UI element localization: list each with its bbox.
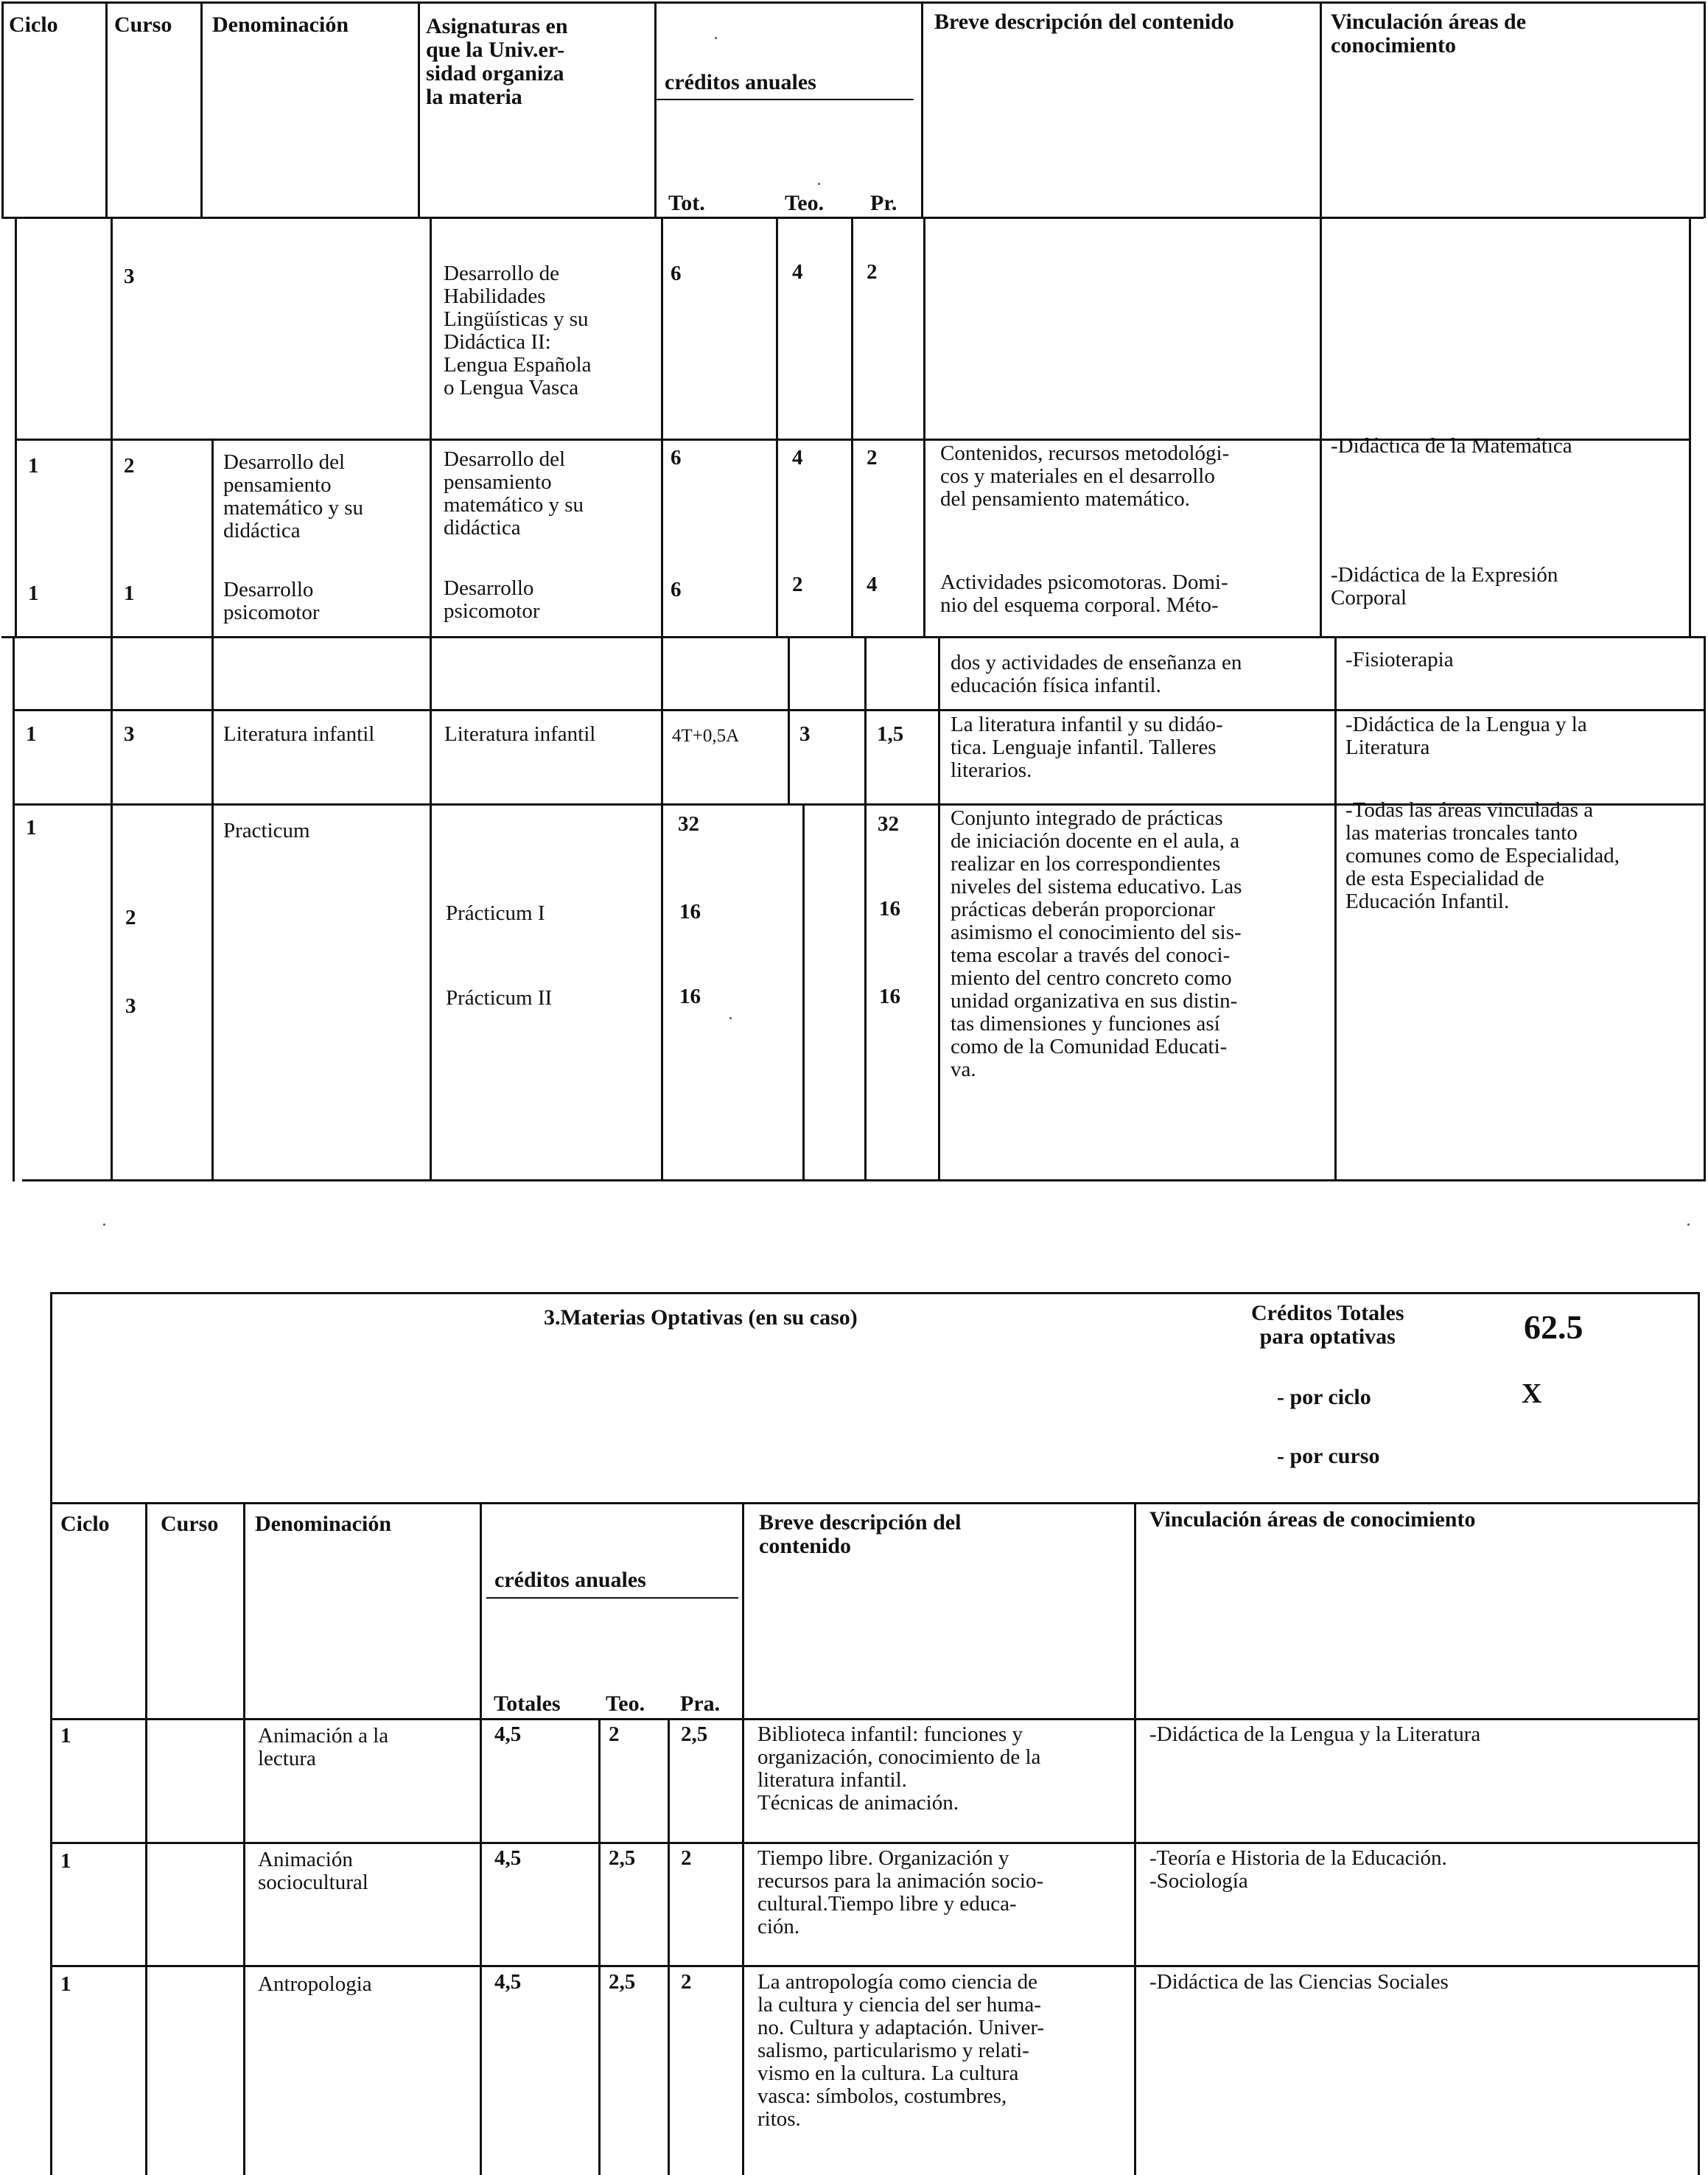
t1-header-creditos-anuales: créditos anuales bbox=[665, 70, 816, 94]
t2-row1-vinculacion: -Didáctica de la Lengua y la Literatura bbox=[1149, 1722, 1481, 1746]
t1-row8-curso: 3 bbox=[125, 994, 136, 1018]
t1-header-tot: Tot. bbox=[668, 191, 705, 215]
t2-creditos-totales-value: 62.5 bbox=[1524, 1308, 1583, 1346]
t2-row2-denominacion: Animación sociocultural bbox=[258, 1848, 368, 1894]
t2-row2-breve: Tiempo libre. Organización y recursos para la animación socio- cultural.Tiempo libre y educa- ción. bbox=[757, 1846, 1044, 1938]
t2-row3-ciclo: 1 bbox=[60, 1972, 71, 1996]
t2-header-denominacion: Denominación bbox=[255, 1512, 392, 1536]
t1-row1-curso: 3 bbox=[124, 265, 135, 288]
t2-row2-vinculacion: -Teoría e Historia de la Educación. -Sociología bbox=[1149, 1846, 1447, 1893]
t2-row2-pra: 2 bbox=[681, 1846, 692, 1870]
t2-header-pra: Pra. bbox=[680, 1692, 721, 1716]
scan-speck bbox=[818, 183, 820, 185]
t1-row2-curso: 2 bbox=[124, 454, 135, 478]
t1-row2-pr: 2 bbox=[867, 446, 878, 469]
t1-row6-ciclo: 1 bbox=[26, 816, 37, 839]
t1-row1-tot: 6 bbox=[671, 262, 682, 285]
t1-row2-teo: 4 bbox=[792, 446, 803, 469]
t1-row7-pr: 16 bbox=[879, 897, 900, 921]
t1-row6-vinculacion: -Todas las áreas vinculadas a las materias troncales tanto comunes como de Especialidad, de esta Especialidad de Educación Infantil. bbox=[1345, 798, 1620, 913]
t2-creditos-totales-label: Créditos Totales para optativas bbox=[1251, 1301, 1404, 1349]
t1-row2-tot: 6 bbox=[671, 446, 682, 469]
t2-row3-totales: 4,5 bbox=[494, 1970, 522, 1994]
t1-row3-tot: 6 bbox=[671, 578, 682, 601]
t1-header-denominacion: Denominación bbox=[212, 13, 349, 37]
t1-row4-vinculacion: -Fisioterapia bbox=[1345, 648, 1454, 671]
t1-row6-tot: 32 bbox=[678, 812, 699, 836]
t1-row3-denominacion: Desarrollo psicomotor bbox=[223, 578, 320, 624]
t1-row5-denominacion: Literatura infantil bbox=[223, 722, 375, 746]
t1-row5-curso: 3 bbox=[124, 722, 135, 746]
t1-row3-teo: 2 bbox=[792, 573, 803, 596]
t1-row1-asignatura: Desarrollo de Habilidades Lingüísticas y su Didáctica II: Lengua Española o Lengua Vasca bbox=[444, 262, 592, 399]
t1-header-teo: Teo. bbox=[785, 191, 825, 215]
t1-row2-ciclo: 1 bbox=[28, 454, 39, 478]
t2-header-breve-descripcion: Breve descripción del contenido bbox=[759, 1510, 962, 1558]
t1-row1-teo: 4 bbox=[792, 260, 803, 284]
t2-row1-breve: Biblioteca infantil: funciones y organización, conocimiento de la literatura infantil. Técnicas de animación. bbox=[757, 1722, 1041, 1815]
t2-header-teo: Teo. bbox=[606, 1692, 645, 1716]
t1-row5-pr: 1,5 bbox=[877, 722, 904, 746]
t1-row6-breve: Conjunto integrado de prácticas de iniciación docente en el aula, a realizar en los correspondientes niveles del sistema educativo. Las prácticas deberán proporcionar asimismo el conocimiento del sis- tema escolar a través del conoci- miento del centro concreto como unidad organizativa en sus distin- tas dimensiones y funciones así como de la Comunidad Educati- va. bbox=[951, 806, 1242, 1081]
t2-header-creditos-anuales: créditos anuales bbox=[494, 1568, 646, 1592]
t2-row1-teo: 2 bbox=[609, 1722, 620, 1746]
t1-row3-breve: Actividades psicomotoras. Domi- nio del esquema corporal. Méto- bbox=[940, 570, 1228, 617]
t1-row5-ciclo: 1 bbox=[26, 722, 37, 746]
t1-row3-ciclo: 1 bbox=[28, 582, 39, 605]
t2-row3-pra: 2 bbox=[681, 1970, 692, 1994]
t1-row3-pr: 4 bbox=[867, 573, 878, 596]
t1-row6-pr: 32 bbox=[878, 812, 899, 836]
t1-header-ciclo: Ciclo bbox=[9, 13, 58, 37]
t1-header-curso: Curso bbox=[114, 13, 172, 37]
t1-row1-pr: 2 bbox=[867, 260, 878, 284]
t1-row6-denominacion: Practicum bbox=[223, 819, 310, 842]
t2-por-ciclo-mark: X bbox=[1522, 1378, 1542, 1409]
scan-speck bbox=[1687, 1223, 1690, 1226]
t1-row5-vinculacion: -Didáctica de la Lengua y la Literatura bbox=[1345, 713, 1587, 759]
t2-row2-teo: 2,5 bbox=[609, 1846, 636, 1870]
t2-row1-ciclo: 1 bbox=[60, 1724, 71, 1748]
t2-row3-denominacion: Antropologia bbox=[258, 1972, 372, 1996]
scan-speck bbox=[729, 1017, 732, 1019]
t1-row7-asignatura: Prácticum I bbox=[446, 901, 545, 925]
t2-header-curso: Curso bbox=[161, 1512, 219, 1536]
t1-row5-asignatura: Literatura infantil bbox=[444, 722, 596, 746]
t1-row2-vinculacion: -Didáctica de la Matemática bbox=[1331, 434, 1572, 458]
t1-row4-breve: dos y actividades de enseñanza en educación física infantil. bbox=[951, 651, 1242, 697]
t1-header-vinculacion: Vinculación áreas de conocimiento bbox=[1331, 10, 1527, 57]
t1-header-asignaturas: Asignaturas en que la Univ.er- sidad organiza la materia bbox=[426, 14, 568, 109]
t2-row1-pra: 2,5 bbox=[681, 1722, 708, 1746]
t2-title: 3.Materias Optativas (en su caso) bbox=[544, 1305, 858, 1330]
t1-row7-tot: 16 bbox=[679, 900, 701, 924]
t1-header-pr: Pr. bbox=[870, 191, 897, 215]
t1-row5-tot: 4T+0,5A bbox=[672, 726, 740, 746]
t1-row3-asignatura: Desarrollo psicomotor bbox=[444, 576, 540, 623]
scan-speck bbox=[715, 37, 717, 39]
t2-row3-breve: La antropología como ciencia de la cultura y ciencia del ser huma- no. Cultura y adaptación. Univer- salismo, particularismo y relati- vismo en la cultura. La cultura vasca: símbolos, costumbres, ritos. bbox=[757, 1970, 1045, 2131]
t2-row2-totales: 4,5 bbox=[494, 1846, 522, 1870]
t2-row3-teo: 2,5 bbox=[609, 1970, 636, 1994]
t2-por-curso-label: - por curso bbox=[1277, 1444, 1380, 1468]
t2-row2-ciclo: 1 bbox=[60, 1849, 71, 1873]
t1-row8-tot: 16 bbox=[679, 985, 701, 1008]
t1-header-breve-descripcion: Breve descripción del contenido bbox=[934, 10, 1234, 34]
t1-row3-vinculacion: -Didáctica de la Expresión Corporal bbox=[1331, 563, 1558, 610]
t1-row2-denominacion: Desarrollo del pensamiento matemático y su didáctica bbox=[223, 450, 364, 542]
t1-row5-breve: La literatura infantil y su didáo- tica. Lenguaje infantil. Talleres literarios. bbox=[951, 713, 1223, 782]
t1-row3-curso: 1 bbox=[124, 582, 135, 605]
t1-row7-curso: 2 bbox=[125, 906, 136, 929]
t2-header-ciclo: Ciclo bbox=[60, 1512, 110, 1536]
t1-row5-teo: 3 bbox=[799, 722, 811, 746]
t1-row2-breve: Contenidos, recursos metodológi- cos y materiales en el desarrollo del pensamiento matemático. bbox=[940, 441, 1230, 511]
t2-row1-denominacion: Animación a la lectura bbox=[258, 1724, 389, 1770]
t2-header-totales: Totales bbox=[494, 1692, 561, 1716]
t2-row1-totales: 4,5 bbox=[494, 1722, 522, 1746]
t2-row3-vinculacion: -Didáctica de las Ciencias Sociales bbox=[1149, 1970, 1449, 1994]
t1-row2-asignatura: Desarrollo del pensamiento matemático y su didáctica bbox=[444, 447, 584, 540]
t2-header-vinculacion: Vinculación áreas de conocimiento bbox=[1149, 1507, 1476, 1532]
scan-speck bbox=[103, 1223, 105, 1226]
t2-por-ciclo-label: - por ciclo bbox=[1277, 1385, 1371, 1409]
t1-row8-asignatura: Prácticum II bbox=[446, 986, 553, 1010]
t1-row8-pr: 16 bbox=[879, 985, 900, 1008]
